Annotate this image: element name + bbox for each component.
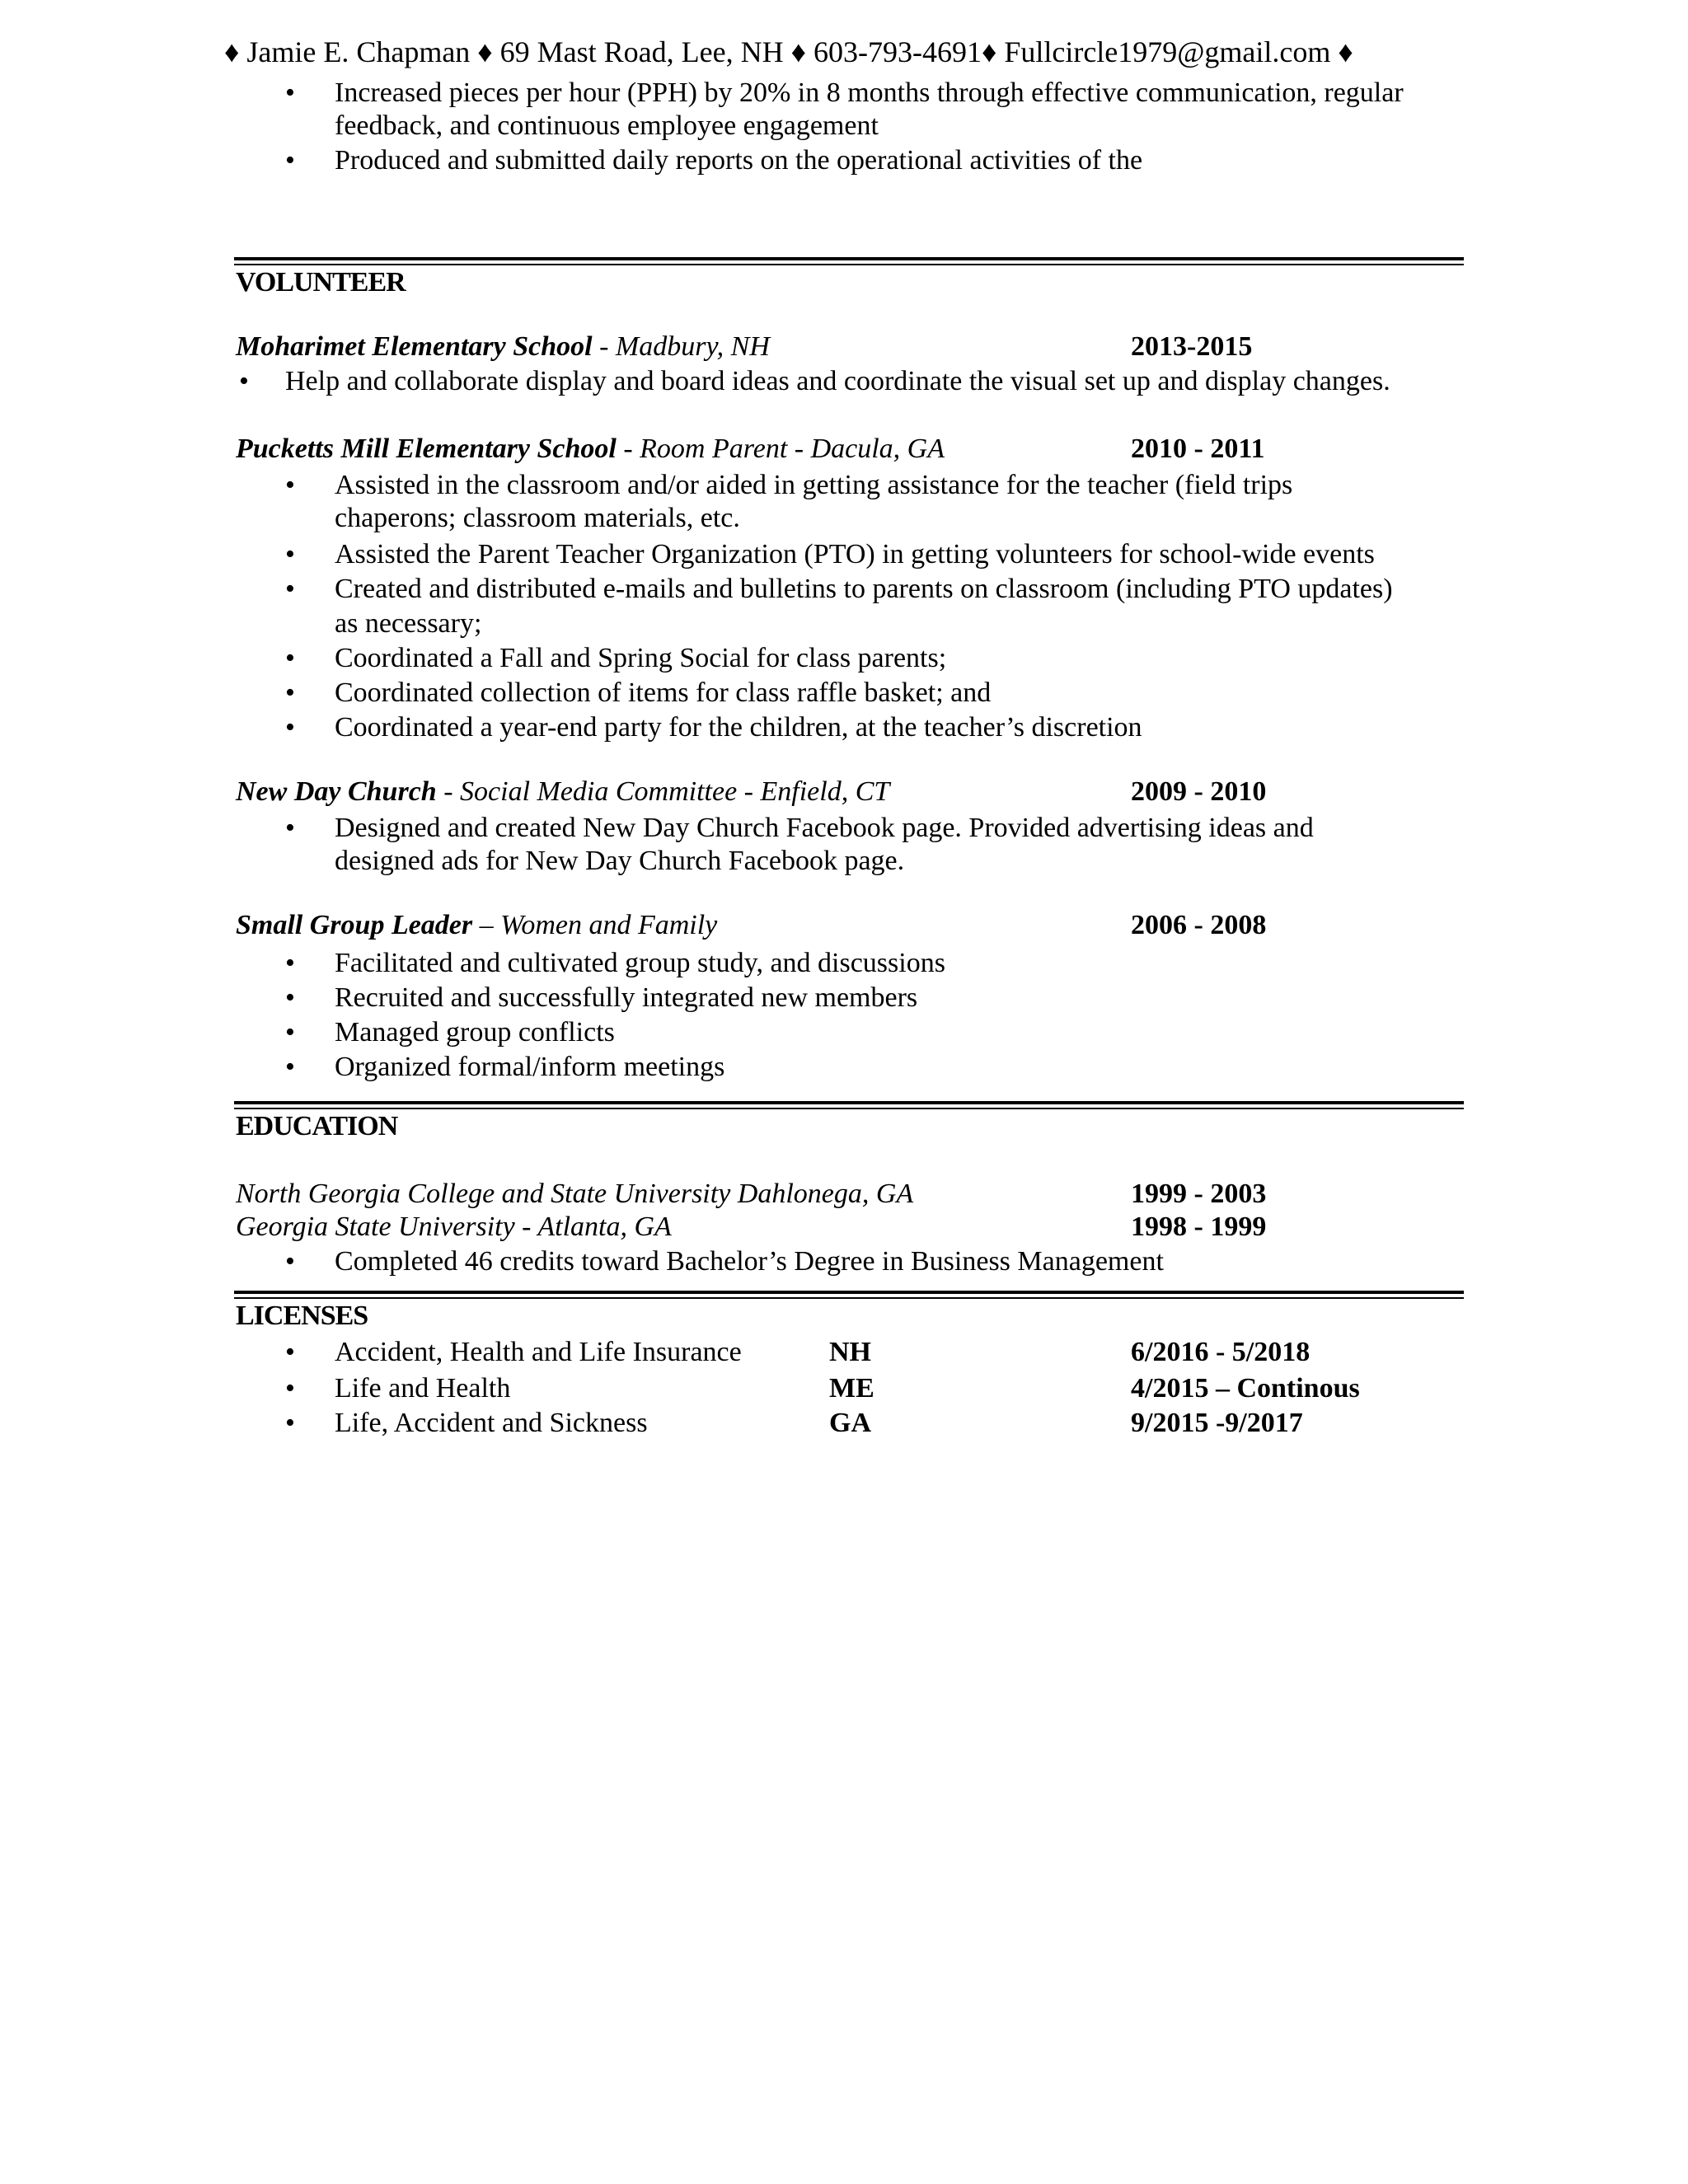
bullet-glyph: • bbox=[285, 77, 295, 108]
org-detail: - Madbury, NH bbox=[592, 331, 770, 362]
bullet-glyph: • bbox=[285, 948, 295, 978]
org-detail: – Women and Family bbox=[472, 910, 718, 940]
education-dates: 1999 - 2003 bbox=[1131, 1179, 1267, 1209]
bullet-glyph: • bbox=[285, 1017, 295, 1047]
entry-dates: 2009 - 2010 bbox=[1131, 776, 1267, 807]
section-divider bbox=[234, 1101, 1464, 1109]
entry-bullet-text: as necessary; bbox=[335, 608, 482, 639]
bullet-glyph: • bbox=[285, 643, 295, 673]
entry-dates: 2006 - 2008 bbox=[1131, 910, 1267, 940]
entry-bullet-text: Recruited and successfully integrated new members bbox=[335, 982, 918, 1013]
org-name: Moharimet Elementary School bbox=[236, 331, 593, 362]
bullet-glyph: • bbox=[285, 470, 295, 500]
section-heading-licenses: LICENSES bbox=[236, 1301, 368, 1331]
org-name: Small Group Leader bbox=[236, 910, 473, 940]
entry-bullet-text: Help and collaborate display and board ideas and coordinate the visual set up and display changes. bbox=[285, 366, 1390, 396]
bullet-glyph: • bbox=[285, 539, 295, 569]
license-state: GA bbox=[829, 1408, 871, 1438]
org-name: Pucketts Mill Elementary School bbox=[236, 434, 617, 464]
entry-bullet-text: Assisted the Parent Teacher Organization (PTO) in getting volunteers for school-wide events bbox=[335, 539, 1375, 569]
section-heading-education: EDUCATION bbox=[236, 1111, 398, 1141]
entry-bullet-text: Created and distributed e-mails and bulletins to parents on classroom (including PTO updates) bbox=[335, 574, 1393, 604]
entry-bullet-text: Coordinated a year-end party for the children, at the teacher’s discretion bbox=[335, 712, 1142, 743]
education-school: North Georgia College and State University Dahlonega, GA bbox=[236, 1179, 914, 1209]
entry-bullet-text: chaperons; classroom materials, etc. bbox=[335, 503, 740, 533]
contact-header: ♦ Jamie E. Chapman ♦ 69 Mast Road, Lee, NH ♦ 603-793-4691♦ Fullcircle1979@gmail.com ♦ bbox=[224, 35, 1353, 68]
top-bullet-text: feedback, and continuous employee engagement bbox=[335, 110, 879, 141]
bullet-glyph: • bbox=[285, 1246, 295, 1277]
education-dates: 1998 - 1999 bbox=[1131, 1212, 1267, 1242]
license-name: Life and Health bbox=[335, 1373, 511, 1404]
bullet-glyph: • bbox=[285, 1373, 295, 1404]
bullet-glyph: • bbox=[285, 145, 295, 176]
volunteer-entry-title bbox=[236, 432, 945, 466]
entry-bullet-text: Coordinated a Fall and Spring Social for class parents; bbox=[335, 643, 947, 673]
education-bullet-text: Completed 46 credits toward Bachelor’s Degree in Business Management bbox=[335, 1246, 1164, 1277]
entry-bullet-text: designed ads for New Day Church Facebook page. bbox=[335, 846, 905, 876]
license-dates: 6/2016 - 5/2018 bbox=[1131, 1337, 1311, 1367]
license-dates: 9/2015 -9/2017 bbox=[1131, 1408, 1303, 1438]
bullet-glyph: • bbox=[239, 366, 249, 396]
section-heading-volunteer: VOLUNTEER bbox=[236, 267, 406, 298]
bullet-glyph: • bbox=[285, 712, 295, 743]
bullet-glyph: • bbox=[285, 982, 295, 1013]
license-name: Life, Accident and Sickness bbox=[335, 1408, 648, 1438]
bullet-glyph: • bbox=[285, 1408, 295, 1438]
org-name: New Day Church bbox=[236, 776, 437, 807]
top-bullet-text: Increased pieces per hour (PPH) by 20% in 8 months through effective communication, regular bbox=[335, 77, 1404, 108]
entry-bullet-text: Coordinated collection of items for class raffle basket; and bbox=[335, 677, 992, 708]
top-bullet-text: Produced and submitted daily reports on the operational activities of the bbox=[335, 145, 1143, 176]
bullet-glyph: • bbox=[285, 1337, 295, 1367]
section-divider bbox=[234, 1291, 1464, 1299]
license-name: Accident, Health and Life Insurance bbox=[335, 1337, 742, 1367]
entry-bullet-text: Facilitated and cultivated group study, and discussions bbox=[335, 948, 945, 978]
org-detail: - Social Media Committee - Enfield, CT bbox=[436, 776, 890, 807]
entry-dates: 2010 - 2011 bbox=[1131, 434, 1265, 464]
bullet-glyph: • bbox=[285, 1052, 295, 1082]
entry-bullet-text: Assisted in the classroom and/or aided in getting assistance for the teacher (field trips bbox=[335, 470, 1293, 500]
education-school: Georgia State University - Atlanta, GA bbox=[236, 1212, 672, 1242]
bullet-glyph: • bbox=[285, 813, 295, 843]
section-divider bbox=[234, 257, 1464, 265]
entry-bullet-text: Managed group conflicts bbox=[335, 1017, 615, 1047]
license-state: ME bbox=[829, 1373, 874, 1404]
entry-dates: 2013-2015 bbox=[1131, 331, 1253, 362]
volunteer-entry-title bbox=[236, 330, 770, 364]
license-state: NH bbox=[829, 1337, 871, 1367]
license-dates: 4/2015 – Continous bbox=[1131, 1373, 1360, 1404]
entry-bullet-text: Designed and created New Day Church Facebook page. Provided advertising ideas and bbox=[335, 813, 1314, 843]
entry-bullet-text: Organized formal/inform meetings bbox=[335, 1052, 725, 1082]
bullet-glyph: • bbox=[285, 677, 295, 708]
org-detail: - Room Parent - Dacula, GA bbox=[616, 434, 945, 464]
volunteer-entry-title bbox=[236, 908, 717, 943]
bullet-glyph: • bbox=[285, 574, 295, 604]
volunteer-entry-title bbox=[236, 775, 889, 809]
